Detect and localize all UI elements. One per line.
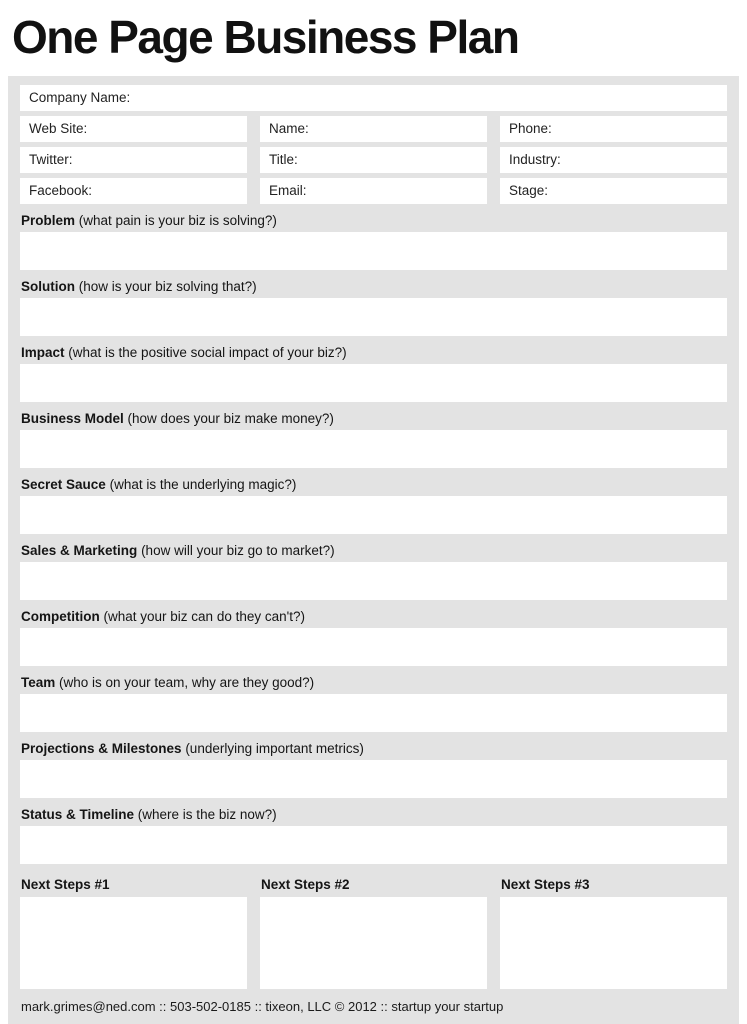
section-competition-input[interactable] bbox=[20, 628, 727, 666]
industry-label: Industry: bbox=[509, 152, 561, 168]
section-competition-title: Competition bbox=[21, 608, 100, 624]
section-sales-marketing bbox=[20, 542, 727, 600]
title-field[interactable] bbox=[260, 147, 487, 173]
section-status-timeline-input[interactable] bbox=[20, 826, 727, 864]
section-projections-milestones-input[interactable] bbox=[20, 760, 727, 798]
section-team-input[interactable] bbox=[20, 694, 727, 732]
section-solution-title: Solution bbox=[21, 278, 75, 294]
contact-row-2 bbox=[20, 147, 727, 173]
section-business-model bbox=[20, 410, 727, 468]
section-secret-sauce-input[interactable] bbox=[20, 496, 727, 534]
name-label: Name: bbox=[269, 121, 309, 137]
section-competition-label bbox=[20, 608, 727, 628]
title-label: Title: bbox=[269, 152, 298, 168]
section-solution-input[interactable] bbox=[20, 298, 727, 336]
facebook-field[interactable] bbox=[20, 178, 247, 204]
section-team bbox=[20, 674, 727, 732]
section-sales-marketing-hint: (how will your biz go to market?) bbox=[141, 542, 335, 558]
company-name-field[interactable] bbox=[20, 85, 727, 111]
stage-field[interactable] bbox=[500, 178, 727, 204]
section-solution-label bbox=[20, 278, 727, 298]
section-business-model-input[interactable] bbox=[20, 430, 727, 468]
section-projections-milestones-label bbox=[20, 740, 727, 760]
email-field[interactable] bbox=[260, 178, 487, 204]
next-steps-3-input[interactable] bbox=[500, 897, 727, 989]
section-projections-milestones-hint: (underlying important metrics) bbox=[185, 740, 364, 756]
section-projections-milestones bbox=[20, 740, 727, 798]
section-secret-sauce-title: Secret Sauce bbox=[21, 476, 106, 492]
website-label: Web Site: bbox=[29, 121, 88, 137]
section-team-label bbox=[20, 674, 727, 694]
next-steps-2-label: Next Steps #2 bbox=[261, 876, 350, 892]
section-impact bbox=[20, 344, 727, 402]
section-sales-marketing-label bbox=[20, 542, 727, 562]
contact-row-1 bbox=[20, 116, 727, 142]
section-problem-hint: (what pain is your biz is solving?) bbox=[78, 212, 277, 228]
stage-label: Stage: bbox=[509, 183, 549, 199]
section-solution-hint: (how is your biz solving that?) bbox=[78, 278, 257, 294]
section-business-model-title: Business Model bbox=[21, 410, 124, 426]
next-steps-1-input[interactable] bbox=[20, 897, 247, 989]
section-problem-title: Problem bbox=[21, 212, 76, 228]
contact-row-3 bbox=[20, 178, 727, 204]
email-label: Email: bbox=[269, 183, 307, 199]
phone-field[interactable] bbox=[500, 116, 727, 142]
section-solution bbox=[20, 278, 727, 336]
section-business-model-label bbox=[20, 410, 727, 430]
page-title: One Page Business Plan bbox=[12, 11, 519, 63]
section-impact-label bbox=[20, 344, 727, 364]
website-field[interactable] bbox=[20, 116, 247, 142]
section-secret-sauce-hint: (what is the underlying magic?) bbox=[109, 476, 297, 492]
twitter-field[interactable] bbox=[20, 147, 247, 173]
section-sales-marketing-title: Sales & Marketing bbox=[21, 542, 138, 558]
section-status-timeline-label bbox=[20, 806, 727, 826]
section-problem-input[interactable] bbox=[20, 232, 727, 270]
section-team-title: Team bbox=[21, 674, 56, 690]
section-status-timeline-title: Status & Timeline bbox=[21, 806, 135, 822]
next-steps-2-input[interactable] bbox=[260, 897, 487, 989]
section-sales-marketing-input[interactable] bbox=[20, 562, 727, 600]
section-secret-sauce bbox=[20, 476, 727, 534]
section-impact-hint: (what is the positive social impact of your biz?) bbox=[68, 344, 347, 360]
section-competition-hint: (what your biz can do they can't?) bbox=[103, 608, 305, 624]
next-steps-1 bbox=[20, 876, 247, 989]
section-problem bbox=[20, 212, 727, 270]
section-impact-input[interactable] bbox=[20, 364, 727, 402]
industry-field[interactable] bbox=[500, 147, 727, 173]
next-steps-3 bbox=[500, 876, 727, 989]
section-status-timeline bbox=[20, 806, 727, 864]
next-steps-1-label: Next Steps #1 bbox=[21, 876, 110, 892]
section-impact-title: Impact bbox=[21, 344, 65, 360]
facebook-label: Facebook: bbox=[29, 183, 93, 199]
section-competition bbox=[20, 608, 727, 666]
phone-label: Phone: bbox=[509, 121, 552, 137]
section-status-timeline-hint: (where is the biz now?) bbox=[137, 806, 277, 822]
section-team-hint: (who is on your team, why are they good?) bbox=[59, 674, 315, 690]
form-sheet bbox=[8, 76, 739, 1024]
name-field[interactable] bbox=[260, 116, 487, 142]
next-steps-3-label: Next Steps #3 bbox=[501, 876, 590, 892]
company-name-label: Company Name: bbox=[29, 90, 131, 106]
twitter-label: Twitter: bbox=[29, 152, 73, 168]
section-business-model-hint: (how does your biz make money?) bbox=[127, 410, 334, 426]
footer-text: mark.grimes@ned.com :: 503-502-0185 :: tixeon, LLC © 2012 :: startup your startup bbox=[21, 998, 504, 1014]
section-problem-label bbox=[20, 212, 727, 232]
section-projections-milestones-title: Projections & Milestones bbox=[21, 740, 182, 756]
next-steps-2 bbox=[260, 876, 487, 989]
next-steps-row bbox=[20, 876, 727, 989]
section-secret-sauce-label bbox=[20, 476, 727, 496]
